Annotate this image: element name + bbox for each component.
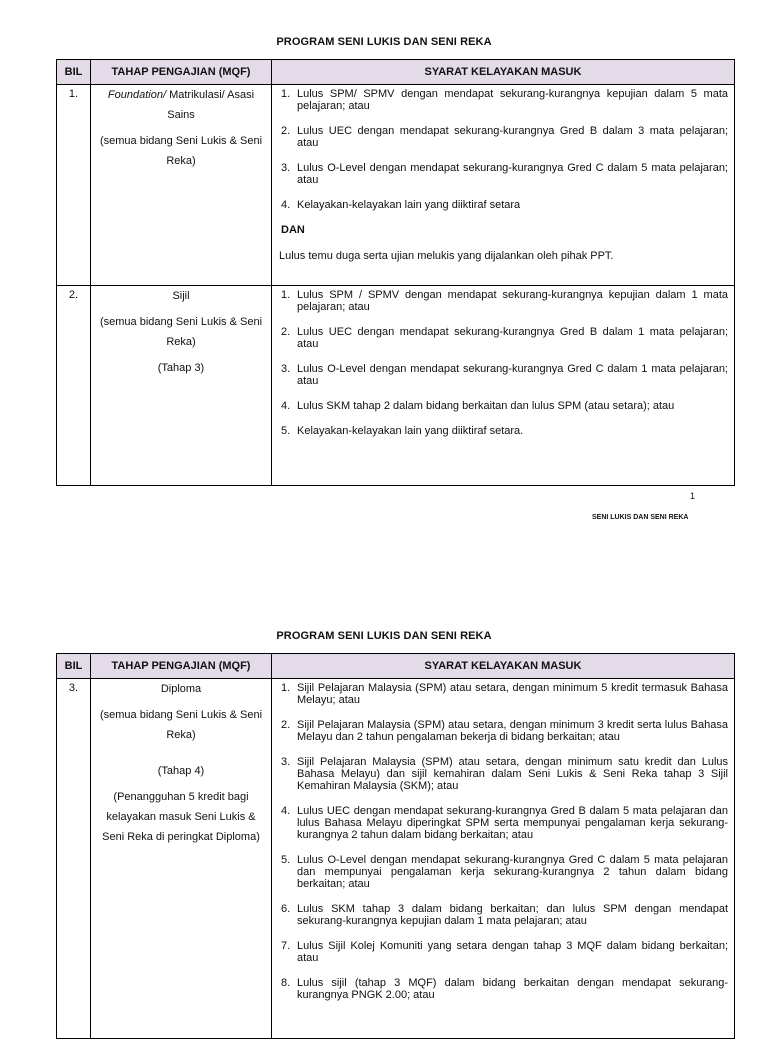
requirements-list: [276, 289, 728, 437]
study-level-tier: (Tahap 3): [157, 362, 205, 374]
list-item: 2. Lulus UEC dengan mendapat sekurang-kurangnya Gred B dalam 1 mata pelajaran; atau: [281, 326, 728, 350]
list-item: 6. Lulus SKM tahap 3 dalam bidang berkaitan; dan lulus SPM dengan mendapat sekurang-kurangnya kepujian dalam 1 mata pelajaran; atau: [281, 903, 728, 927]
study-level-text: Sijil: [172, 290, 190, 302]
table-header-row: [57, 60, 735, 85]
page-title: PROGRAM SENI LUKIS DAN SENI REKA: [276, 36, 492, 48]
list-item: 4. Lulus SKM tahap 2 dalam bidang berkaitan dan lulus SPM (atau setara); atau: [281, 400, 675, 412]
list-item: 2. Sijil Pelajaran Malaysia (SPM) atau setara, dengan minimum 3 kredit serta lulus Bahasa Melayu dan 2 tahun pengalaman bekerja di bidang berkaitan; atau: [281, 719, 728, 743]
header-tahap: TAHAP PENGAJIAN (MQF): [91, 60, 272, 85]
study-level-cell: [91, 286, 272, 486]
list-item: 4. Kelayakan-kelayakan lain yang diiktiraf setara: [281, 199, 521, 211]
document-page-2: [0, 600, 768, 1024]
interview-note: Lulus temu duga serta ujian melukis yang dijalankan oleh pihak PPT.: [279, 250, 614, 262]
requirements-cell: [272, 85, 735, 286]
requirements-table: [56, 59, 735, 486]
study-level-cell: [91, 679, 272, 1039]
table-row: [57, 679, 735, 1039]
row-number: 2.: [57, 286, 91, 486]
header-syarat: SYARAT KELAYAKAN MASUK: [272, 654, 735, 679]
requirements-list: [276, 682, 728, 1001]
list-item: 7. Lulus Sijil Kolej Komuniti yang setara dengan tahap 3 MQF dalam bidang berkaitan; atau: [281, 940, 728, 964]
header-bil: BIL: [57, 654, 91, 679]
study-level-note: (semua bidang Seni Lukis & Seni Reka): [99, 316, 263, 348]
header-syarat: SYARAT KELAYAKAN MASUK: [272, 60, 735, 85]
list-item: 1. Lulus SPM/ SPMV dengan mendapat sekurang-kurangnya kepujian dalam 5 mata pelajaran; atau: [281, 88, 728, 112]
page-number: 1: [690, 491, 696, 501]
dan-conjunction: DAN: [281, 224, 305, 236]
row-number: 1.: [57, 85, 91, 286]
study-level-italic: Foundation/: [107, 89, 167, 101]
page-footer: SENI LUKIS DAN SENI REKA: [592, 514, 689, 521]
table-header-row: [57, 654, 735, 679]
row-number: 3.: [57, 679, 91, 1039]
study-level-extra: (Penangguhan 5 kredit bagi kelayakan masuk Seni Lukis & Seni Reka di peringkat Diploma): [102, 791, 260, 843]
list-item: 4. Lulus UEC dengan mendapat sekurang-kurangnya Gred B dalam 5 mata pelajaran dan lulus Bahasa Melayu diperingkat SPM serta mempunyai pengalaman kerja sekurang-kurangnya 2 tahun dalam bidang berkaitan; atau: [281, 805, 728, 841]
list-item: 1. Sijil Pelajaran Malaysia (SPM) atau setara, dengan minimum 5 kredit termasuk Bahasa Melayu; atau: [281, 682, 728, 706]
requirements-list: [276, 88, 728, 211]
list-item: 5. Kelayakan-kelayakan lain yang diiktiraf setara.: [281, 425, 524, 437]
list-item: 3. Lulus O-Level dengan mendapat sekurang-kurangnya Gred C dalam 1 mata pelajaran; atau: [281, 363, 728, 387]
header-tahap: TAHAP PENGAJIAN (MQF): [91, 654, 272, 679]
study-level-text: Matrikulasi/ Asasi Sains: [166, 89, 255, 121]
study-level-note: (semua bidang Seni Lukis & Seni Reka): [99, 135, 263, 167]
requirements-cell: [272, 679, 735, 1039]
requirements-table: [56, 653, 735, 1039]
requirements-cell: [272, 286, 735, 486]
table-row: [57, 85, 735, 286]
study-level-cell: [91, 85, 272, 286]
list-item: 2. Lulus UEC dengan mendapat sekurang-kurangnya Gred B dalam 3 mata pelajaran; atau: [281, 125, 728, 149]
page-title: PROGRAM SENI LUKIS DAN SENI REKA: [276, 630, 492, 642]
list-item: 3. Sijil Pelajaran Malaysia (SPM) atau setara, dengan minimum satu kredit dan Lulus Bahasa Melayu) dan sijil kemahiran dalam Seni Lukis & Seni Reka tahap 3 Sijil Kemahiran Malaysia (SKM); atau: [281, 756, 728, 792]
header-bil: BIL: [57, 60, 91, 85]
list-item: 8. Lulus sijil (tahap 3 MQF) dalam bidang berkaitan dengan mendapat sekurang-kurangnya PNGK 2.00; atau: [281, 977, 728, 1001]
list-item: 3. Lulus O-Level dengan mendapat sekurang-kurangnya Gred C dalam 5 mata pelajaran; atau: [281, 162, 728, 186]
list-item: 1. Lulus SPM / SPMV dengan mendapat sekurang-kurangnya kepujian dalam 1 mata pelajaran; atau: [281, 289, 728, 313]
study-level-text: Diploma: [160, 683, 202, 695]
page-gap: [0, 560, 768, 600]
table-row: [57, 286, 735, 486]
study-level-tier: (Tahap 4): [157, 765, 205, 777]
study-level-note: (semua bidang Seni Lukis & Seni Reka): [99, 709, 263, 741]
list-item: 5. Lulus O-Level dengan mendapat sekurang-kurangnya Gred C dalam 5 mata pelajaran dan mempunyai pengalaman kerja sekurang-kurangnya 2 tahun dalam bidang berkaitan; atau: [281, 854, 728, 890]
